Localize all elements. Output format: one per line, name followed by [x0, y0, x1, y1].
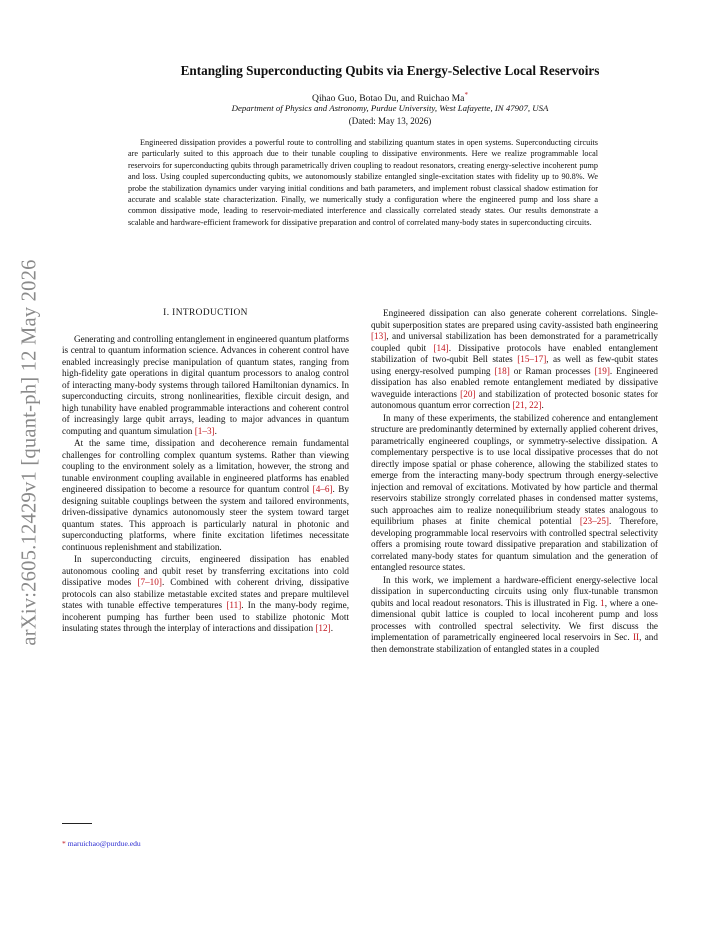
paragraph-text: . Dissipative protocols have enabled entanglement stabilization of two-qubit Bell states — [371, 342, 658, 364]
paragraph-text: Generating and controlling entanglement in engineered quantum platforms is central to quantum information science. Advances in coherent control have enabled increasingly precise manipulation of quantum states, ranging from high-fidelity gate operations in digital quantum processors to analog control of interacting many-body systems through tailored Hamiltonian dynamics. In superconducting circuits, strong nonlinearities, flexible circuit design, and high tunability have enabled programmable interactions and coherent control of increasingly large qubit arrays, leading to major advances in quantum computing and quantum simulation — [62, 333, 349, 436]
paragraph-text: . By designing suitable couplings between the system and tailored environments, driven-dissipative dynamics autonomously steer the system toward target quantum states. This approach is particularly natural in photonic and superconducting platforms, where finite excitation lifetimes necessitate continuous replenishment and stabilization. — [62, 484, 349, 552]
left-column — [62, 308, 349, 635]
affiliation: Department of Physics and Astronomy, Purdue University, West Lafayette, IN 47907, USA — [231, 103, 549, 113]
left-paragraphs — [62, 334, 349, 635]
footnote-mark: * — [62, 839, 66, 848]
paragraph-text: , and universal stabilization has been demonstrated for a parametrically coupled qubit — [371, 331, 658, 353]
citation-link[interactable]: [23–25] — [579, 516, 609, 526]
paragraph-text: In this work, we implement a hardware-efficient energy-selective local dissipation in superconducting circuits using only flux-tunable transmon qubits and local readout resonators. This is illustrated in Fig. — [371, 574, 658, 608]
body-paragraph — [371, 308, 658, 412]
paragraph-text: Engineered dissipation can also generate coherent correlations. Single-qubit superposition states are prepared using cavity-assisted bath engineering — [371, 308, 658, 330]
citation-link[interactable]: [19] — [594, 365, 610, 376]
citation-link[interactable]: [18] — [494, 365, 510, 376]
citation-link[interactable]: 1 — [600, 597, 605, 608]
paragraph-text: At the same time, dissipation and decoherence remain fundamental challenges for controlling complex quantum systems. Rather than viewing coupling to the environment solely as a limitation, however, the strong and tunable environment coupling available in engineered platforms has enabled engineered dissipation to become a resource for quantum control — [62, 438, 349, 494]
body-paragraph — [371, 575, 658, 656]
citation-link[interactable]: [21, 22] — [512, 400, 542, 410]
paragraph-text: . — [541, 400, 544, 410]
paragraph-text: . Therefore, developing programmable local reservoirs with controlled spectral selectivity offers a promising route toward dissipative preparation and stabilization of correlated many-body states for quantum simulation and the generation of entangled resource states. — [371, 516, 659, 572]
citation-link[interactable]: II — [632, 632, 640, 642]
body-paragraph — [62, 334, 349, 438]
author-names: Qihao Guo, Botao Du, and Ruichao Ma — [312, 93, 465, 105]
citation-link[interactable]: [1–3] — [194, 425, 215, 436]
date-line: (Dated: May 13, 2026) — [348, 116, 432, 126]
paragraph-text: , where a one-dimensional qubit lattice is coupled to local incoherent pump and loss processes with controlled spectral selectivity. We first discuss the implementation of parametrically engineered local reservoirs in Sec. — [371, 597, 658, 642]
author-footnote-mark[interactable]: * — [464, 91, 468, 99]
right-column — [371, 308, 658, 655]
body-paragraph — [62, 554, 349, 635]
arxiv-stamp-text: arXiv:2605.12429v1 [quant-ph] 12 May 2026 — [18, 258, 41, 646]
citation-link[interactable]: [12] — [315, 623, 331, 633]
footnote — [62, 839, 141, 848]
body-paragraph — [62, 438, 349, 553]
paragraph-text: , and then demonstrate stabilization of entangled states in a coupled — [371, 632, 658, 654]
paragraph-text: or Raman processes — [509, 365, 595, 376]
abstract: Engineered dissipation provides a powerful route to controlling and stabilizing quantum states in open systems. Superconducting circuits are particularly suited to this approach due to their tunable coupling to dissipative environments. Here we realize programmable local reservoirs for superconducting qubits through parametrically driven coupling to readout resonators, creating energy-selective incoherent pump and loss. Using coupled superconducting qubits, we autonomously stabilize entangled single-excitation states with fidelity up to 90.8%. We probe the stabilization dynamics under varying initial conditions and bath parameters, and implement robust classical shadow estimation for accurate and scalable state characterization. Finally, we numerically study a configuration where the engineered pump and loss share a common dissipative mode, leading to reservoir-mediated interference and classically correlated steady states. Our results demonstrate a scalable and hardware-efficient framework for dissipative preparation and control of correlated many-body states in superconducting circuits. — [128, 138, 598, 227]
paragraph-text: . Engineered dissipation has also enabled remote entanglement mediated by dissipative waveguide interactions — [371, 365, 658, 399]
right-paragraphs — [371, 308, 658, 655]
citation-link[interactable]: [13] — [371, 331, 387, 341]
citation-link[interactable]: [7–10] — [137, 577, 162, 587]
paragraph-text: In many of these experiments, the stabilized coherence and entanglement structure are predominantly determined by externally applied coherent drives, parametrically engineered couplings, or symmetry-selective dissipation. A complementary perspective is to use local dissipative processes that do not directly impose spatial or phase coherence, allowing the stabilized states to emerge from the interacting many-body spectrum through energy-selective injection and removal of excitations. Motivated by how particle and thermal reservoirs stabilize strongly correlated phases in condensed matter systems, such approaches aim to realize nonequilibrium steady states analogous to equilibrium phases at finite chemical potential — [371, 412, 658, 526]
paragraph-text: In superconducting circuits, engineered dissipation has enabled autonomous cooling and qubit reset by transferring excitations into cold dissipative modes — [62, 554, 349, 587]
paragraph-text: . — [330, 623, 333, 633]
footnote-rule — [62, 823, 92, 824]
citation-link[interactable]: [15–17] — [517, 354, 547, 364]
citation-link[interactable]: [4–6] — [312, 484, 333, 494]
body-paragraph — [371, 413, 658, 574]
citation-link[interactable]: [20] — [460, 388, 476, 399]
arxiv-stamp — [2, 240, 58, 664]
paragraph-text: . Combined with coherent driving, dissipative protocols can also stabilize metastable excited states and prepare multilevel states with tunable effective temperatures — [62, 577, 349, 610]
paragraph-text: and stabilization of protected bosonic states for autonomous quantum error correction — [371, 388, 658, 410]
paragraph-text: . In the many-body regime, incoherent pumping has further been used to stabilize photonic Mott insulating states through the interplay of interactions and dissipation — [62, 600, 349, 633]
citation-link[interactable]: [14] — [433, 342, 449, 353]
paragraph-text: , as well as few-qubit states using energy-resolved pumping — [371, 354, 658, 376]
paper-title: Entangling Superconducting Qubits via Energy-Selective Local Reservoirs — [180, 63, 600, 78]
section-heading: I. INTRODUCTION — [163, 308, 248, 318]
paragraph-text: . — [214, 425, 217, 436]
citation-link[interactable]: [11] — [226, 600, 242, 610]
corresponding-email-link[interactable]: maruichao@purdue.edu — [67, 839, 141, 848]
